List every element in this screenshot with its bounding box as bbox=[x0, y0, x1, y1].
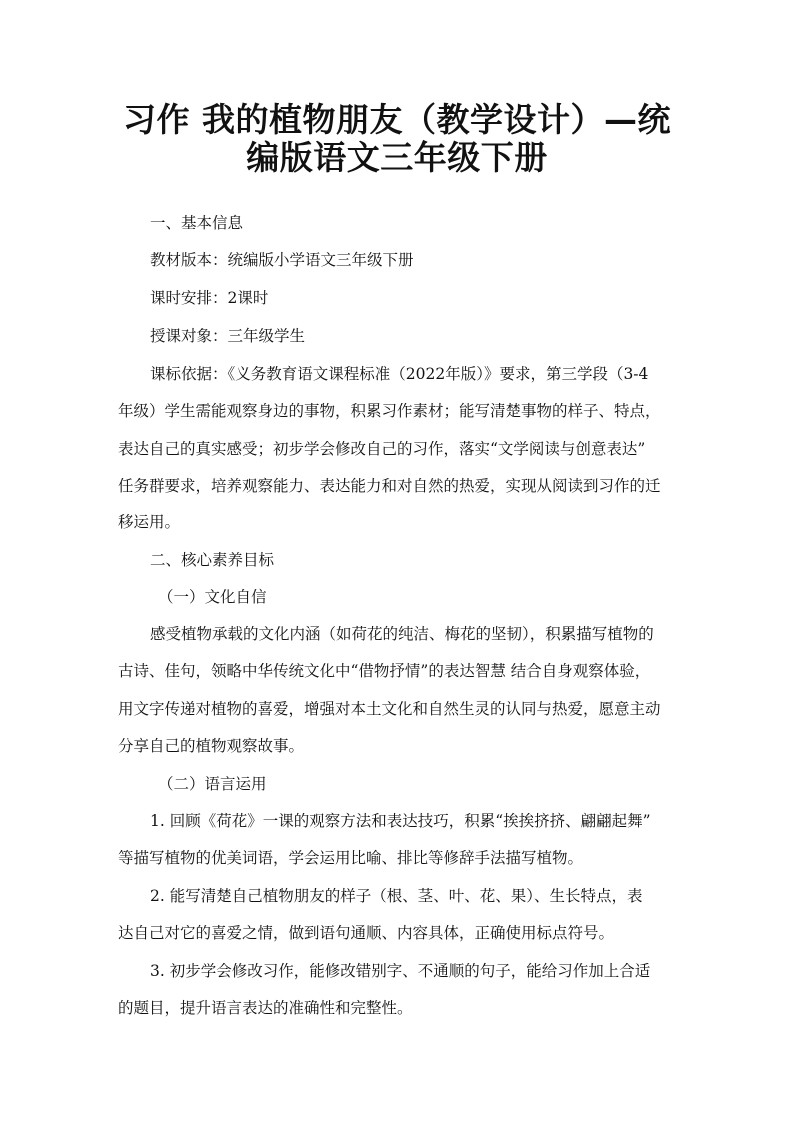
paragraph-language-item-3-line-2: 的题目，提升语言表达的准确性和完整性。 bbox=[118, 999, 413, 1017]
paragraph-culture-line-4: 分享自己的植物观察故事。 bbox=[118, 737, 305, 755]
paragraph-language-item-1-line-1: 1. 回顾《荷花》一课的观察方法和表达技巧，积累“挨挨挤挤、翩翩起舞” bbox=[150, 812, 651, 830]
paragraph-curriculum-line-1: 课标依据：《义务教育语文课程标准（2022年版）》要求，第三学段（3-4 bbox=[150, 365, 649, 383]
document-title-line-2: 编版语文三年级下册 bbox=[246, 138, 548, 177]
paragraph-culture-line-1: 感受植物承载的文化内涵（如荷花的纯洁、梅花的坚韧），积累描写植物的 bbox=[150, 625, 654, 643]
paragraph-curriculum-line-2: 年级）学生需能观察身边的事物，积累习作素材；能写清楚事物的样子、特点， bbox=[118, 402, 661, 420]
paragraph-class-hours: 课时安排：2课时 bbox=[150, 289, 269, 307]
subheading-cultural-confidence: （一）文化自信 bbox=[158, 588, 267, 606]
paragraph-curriculum-line-3: 表达自己的真实感受；初步学会修改自己的习作，落实“文学阅读与创意表达” bbox=[118, 440, 646, 458]
paragraph-language-item-1-line-2: 等描写植物的优美词语，学会运用比喻、排比等修辞手法描写植物。 bbox=[118, 849, 584, 867]
paragraph-language-item-2-line-2: 达自己对它的喜爱之情，做到语句通顺、内容具体，正确使用标点符号。 bbox=[118, 924, 615, 942]
paragraph-language-item-3-line-1: 3. 初步学会修改习作，能修改错别字、不通顺的句子，能给习作加上合适 bbox=[150, 962, 651, 980]
paragraph-culture-line-2: 古诗、佳句，领略中华传统文化中“借物抒情”的表达智慧 结合自身观察体验， bbox=[118, 662, 651, 680]
paragraph-curriculum-line-4: 任务群要求，培养观察能力、表达能力和对自然的热爱，实现从阅读到习作的迁 bbox=[118, 477, 661, 495]
paragraph-culture-line-3: 用文字传递对植物的喜爱，增强对本土文化和自然生灵的认同与热爱，愿意主动 bbox=[118, 700, 661, 718]
section-heading-basic-info: 一、基本信息 bbox=[150, 214, 244, 232]
subheading-language-use: （二）语言运用 bbox=[158, 775, 267, 793]
paragraph-audience: 授课对象：三年级学生 bbox=[150, 327, 306, 345]
section-heading-core-goals: 二、核心素养目标 bbox=[150, 551, 275, 569]
paragraph-textbook-version: 教材版本：统编版小学语文三年级下册 bbox=[150, 251, 414, 269]
paragraph-language-item-2-line-1: 2. 能写清楚自己植物朋友的样子（根、茎、叶、花、果）、生长特点，表 bbox=[150, 887, 643, 905]
document-title-line-1: 习作 我的植物朋友（教学设计）—统 bbox=[123, 100, 671, 139]
paragraph-curriculum-line-5: 移运用。 bbox=[118, 513, 181, 531]
